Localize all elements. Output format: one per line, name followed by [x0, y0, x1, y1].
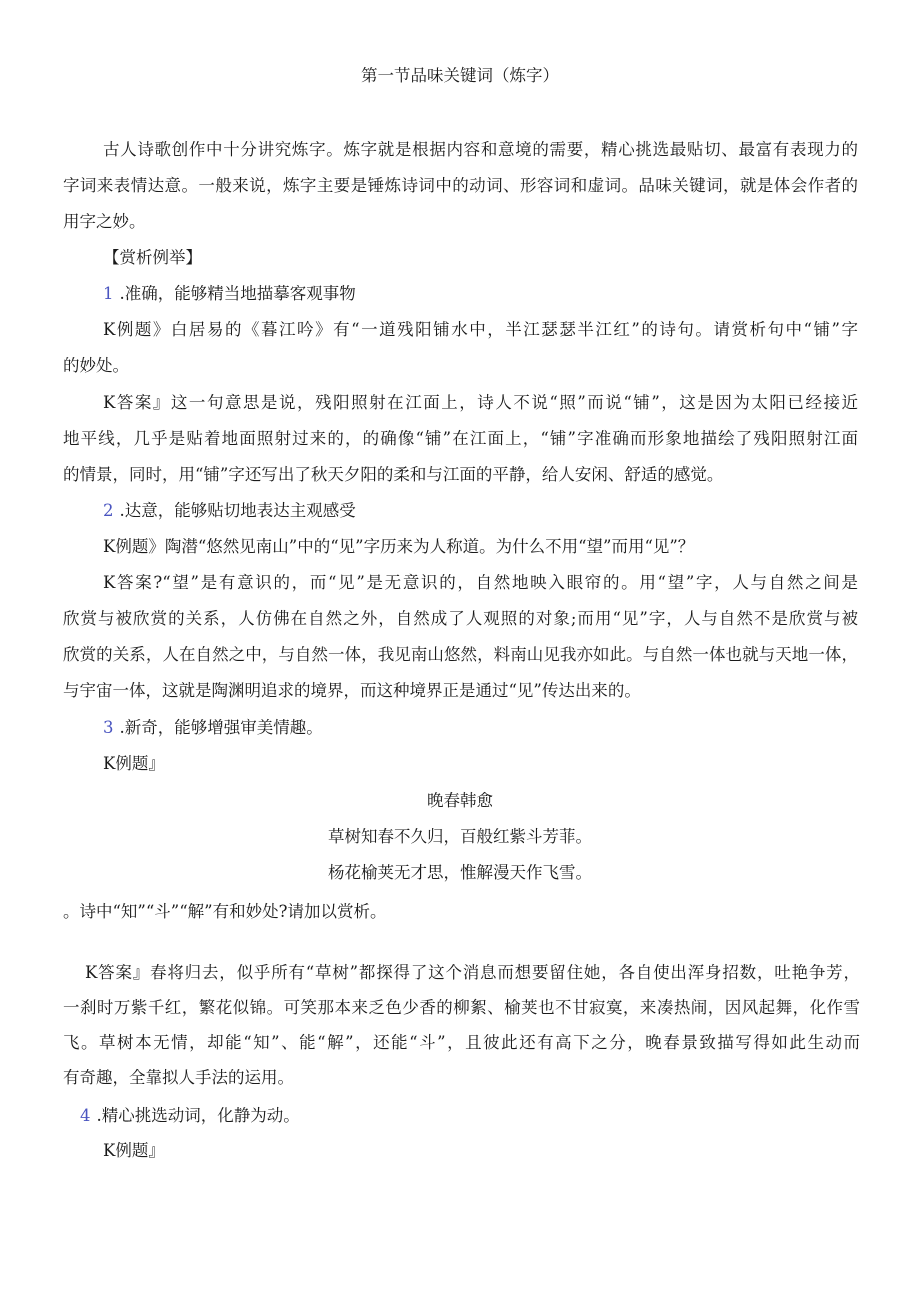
item-3-answer-line-2: 一刹时万紫千红，繁花似锦。可笑那本来乏色少香的柳絮、榆荚也不甘寂寞，来凑热闹，因风起舞，化作雪	[63, 998, 860, 1017]
page-title: 第一节品味关键词（炼字）	[361, 66, 559, 85]
item-3-answer-line-3: 飞。草树本无情，却能“知”、能“解”，还能“斗”，且彼此还有高下之分，晚春景致描写得如此生动而	[63, 1033, 860, 1052]
item-1-answer-line-1: K答案』这一句意思是说，残阳照射在江面上，诗人不说“照”而说“铺”，这是因为太阳已经接近	[103, 393, 858, 412]
poem-line-1: 草树知春不久归，百般红紫斗芳菲。	[328, 827, 592, 846]
item-2-answer-line-4: 与宇宙一体，这就是陶渊明追求的境界，而这种境界正是通过“见”传达出来的。	[63, 681, 641, 700]
item-1-answer-line-3: 的情景，同时，用“铺”字还写出了秋天夕阳的柔和与江面的平静，给人安闲、舒适的感觉。	[63, 465, 724, 484]
intro-line-3: 用字之妙。	[63, 212, 146, 231]
item-1-example-line-2: 的妙处。	[63, 356, 129, 375]
item-2-answer-line-3: 欣赏的关系，人在自然之中，与自然一体，我见南山悠然，料南山见我亦如此。与自然一体也就与天地一体，	[63, 645, 858, 664]
item-3-answer-line-1: K答案』春将归去，似乎所有“草树”都探得了这个消息而想要留住她，各自使出浑身招数，吐艳争芳，	[85, 963, 860, 982]
section-label: 【赏析例举】	[103, 248, 202, 267]
item-4-heading-text: .精心挑选动词，化静为动。	[96, 1106, 300, 1125]
poem-title: 晚春韩愈	[427, 791, 493, 810]
item-2-heading-text: .达意，能够贴切地表达主观感受	[119, 501, 356, 520]
poem-line-2: 杨花榆荚无才思，惟解漫天作飞雪。	[328, 863, 592, 882]
item-2-heading	[103, 500, 356, 522]
item-1-example-line-1: K例题》白居易的《暮江吟》有“一道残阳铺水中，半江瑟瑟半江红”的诗句。请赏析句中“铺”字	[103, 320, 858, 339]
item-1-answer-line-2: 地平线，几乎是贴着地面照射过来的，的确像“铺”在江面上，“铺”字准确而形象地描绘了残阳照射江面	[63, 429, 858, 448]
item-3-answer-line-4: 有奇趣，全靠拟人手法的运用。	[63, 1068, 294, 1087]
item-3-heading-text: .新奇，能够增强审美情趣。	[119, 718, 323, 737]
item-2-number: 2	[103, 501, 114, 520]
item-3-example-label: K例题』	[103, 754, 165, 773]
item-3-number: 3	[103, 718, 114, 737]
item-1-number: 1	[103, 284, 114, 303]
item-3-question: 。诗中“知”“斗”“解”有和妙处?请加以赏析。	[63, 902, 387, 921]
item-2-answer-line-1: K答案?“望”是有意识的，而“见”是无意识的，自然地映入眼帘的。用“望”字，人与自然之间是	[103, 573, 858, 592]
item-3-heading	[103, 717, 323, 739]
intro-line-2: 字词来表情达意。一般来说，炼字主要是锤炼诗词中的动词、形容词和虚词。品味关键词，就是体会作者的	[63, 176, 858, 195]
item-4-number: 4	[80, 1106, 91, 1125]
item-4-heading	[80, 1105, 300, 1127]
item-2-answer-line-2: 欣赏与被欣赏的关系，人仿佛在自然之外，自然成了人观照的对象;而用“见”字，人与自然不是欣赏与被	[63, 609, 858, 628]
item-2-example-line-1: K例题》陶潜“悠然见南山”中的“见”字历来为人称道。为什么不用“望”而用“见”？	[103, 537, 695, 556]
intro-line-1: 古人诗歌创作中十分讲究炼字。炼字就是根据内容和意境的需要，精心挑选最贴切、最富有表现力的	[103, 140, 858, 159]
item-1-heading-text: .准确，能够精当地描摹客观事物	[119, 284, 356, 303]
item-4-example-label: K例题』	[103, 1141, 165, 1160]
item-1-heading	[103, 283, 356, 305]
